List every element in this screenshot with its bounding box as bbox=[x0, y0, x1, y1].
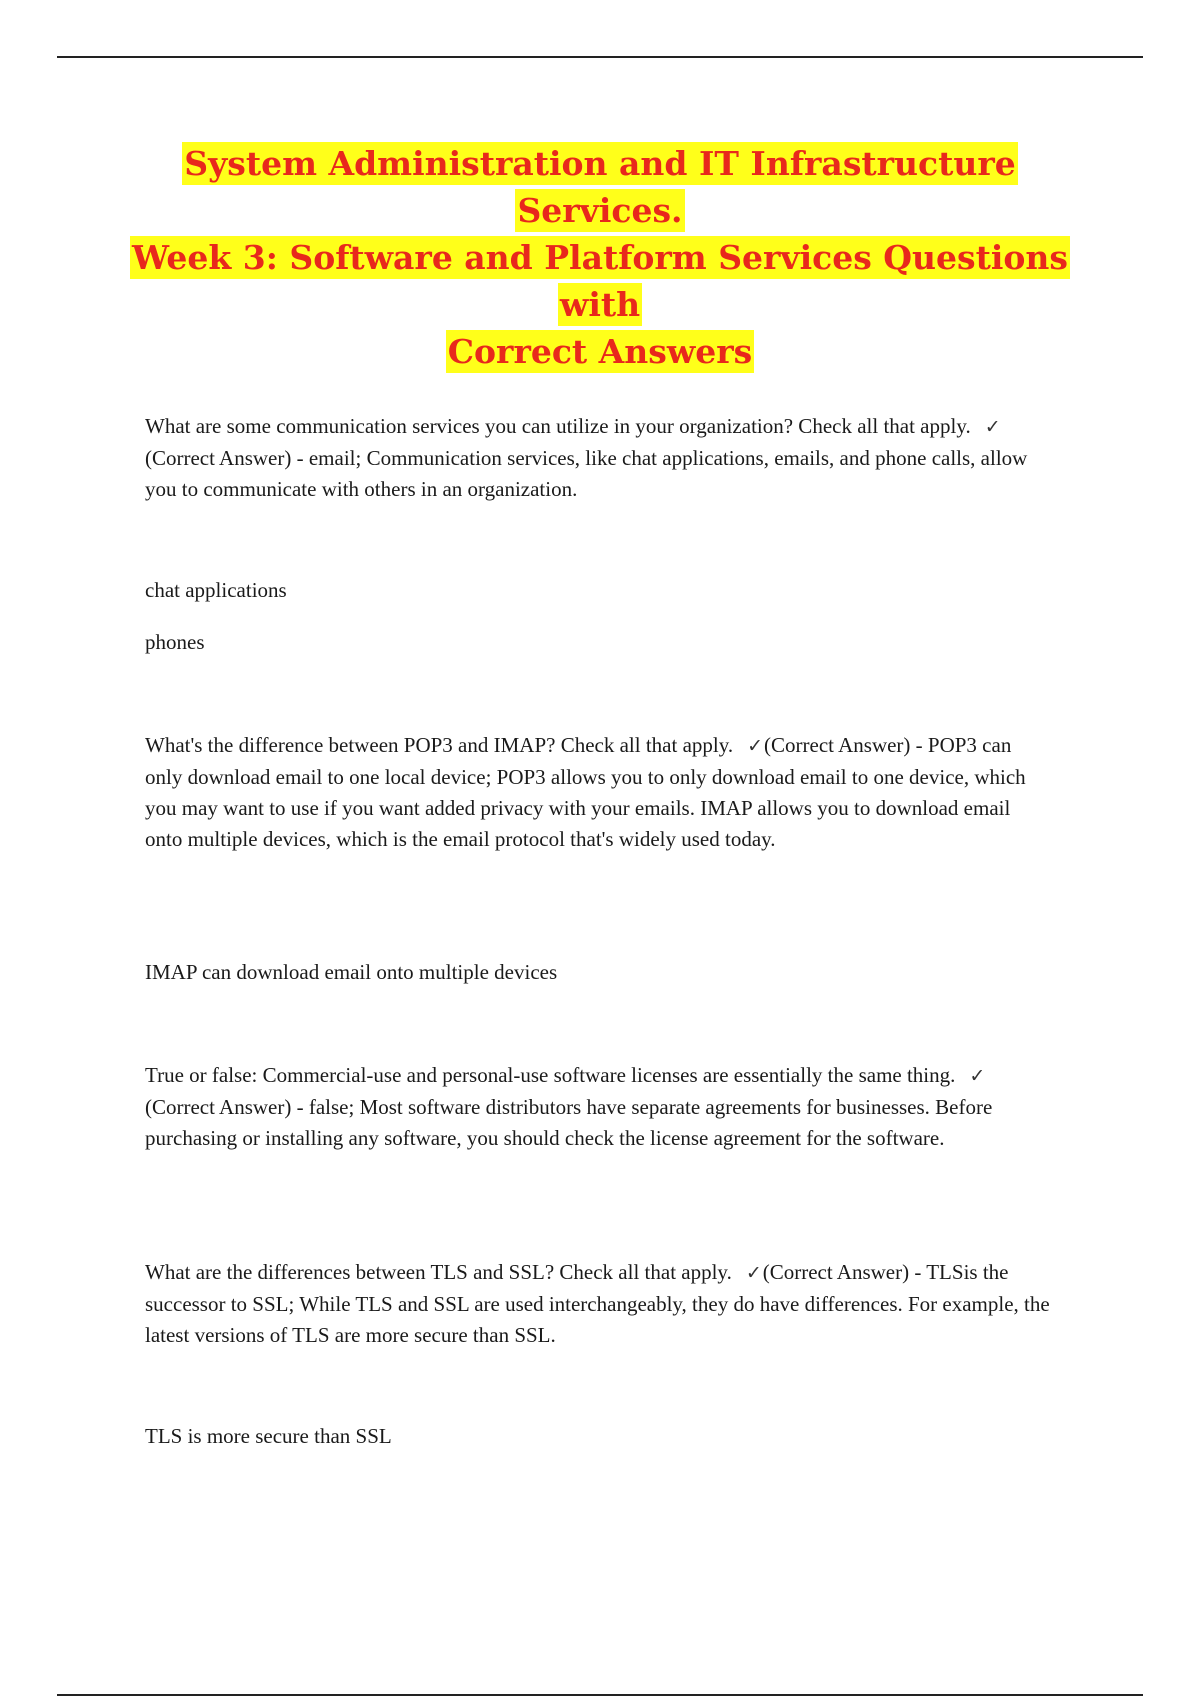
question-3 bbox=[145, 1060, 1050, 1154]
check-mark-icon: ✓ bbox=[745, 1262, 762, 1284]
question-3-text: True or false: Commercial-use and personal-use software licenses are essentially the same thing. bbox=[145, 1063, 956, 1087]
title-line-1: System Administration and IT Infrastructure Services. bbox=[184, 144, 1016, 230]
question-4-text: What are the differences between TLS and SSL? Check all that apply. bbox=[145, 1260, 732, 1284]
check-mark-icon: ✓ bbox=[969, 1065, 986, 1087]
question-1-answer-prefix: (Correct Answer) - bbox=[145, 446, 309, 470]
question-3-answer-prefix: (Correct Answer) - bbox=[145, 1095, 309, 1119]
question-1 bbox=[145, 411, 1050, 505]
bottom-rule bbox=[57, 1694, 1143, 1696]
question-4-answer: TLSis the successor to SSL; While TLS and SSL are used interchangeably, they do have differences. For example, the latest versions of TLS are more secure than SSL. bbox=[145, 1260, 1050, 1347]
title-line-3: Correct Answers bbox=[447, 332, 753, 371]
question-2-answer: POP3 can only download email to one local device; POP3 allows you to only download email to one device, which you may want to use if you want added privacy with your emails. IMAP allows you to download email onto multiple devices, which is the email protocol that's widely used today. bbox=[145, 733, 1026, 851]
top-rule bbox=[57, 56, 1143, 58]
question-4-answer-prefix: (Correct Answer) - bbox=[762, 1260, 927, 1284]
question-1-answer: email; Communication services, like chat applications, emails, and phone calls, allow you to communicate with others in an organization. bbox=[145, 446, 1028, 501]
question-1-option-1: chat applications bbox=[145, 578, 287, 602]
question-4-option-1: TLS is more secure than SSL bbox=[145, 1424, 392, 1448]
title-line-2: Week 3: Software and Platform Services Questions with bbox=[132, 238, 1068, 324]
question-2-answer-prefix: (Correct Answer) - bbox=[764, 733, 928, 757]
check-mark-icon: ✓ bbox=[747, 735, 764, 757]
question-3-answer: false; Most software distributors have separate agreements for businesses. Before purchasing or installing any software, you should check the license agreement for the software. bbox=[145, 1095, 993, 1150]
check-mark-icon: ✓ bbox=[984, 416, 1001, 438]
question-1-text: What are some communication services you can utilize in your organization? Check all that apply. bbox=[145, 414, 971, 438]
question-4 bbox=[145, 1257, 1050, 1351]
document-title bbox=[120, 140, 1080, 375]
question-2-text: What's the difference between POP3 and IMAP? Check all that apply. bbox=[145, 733, 734, 757]
question-1-option-2: phones bbox=[145, 630, 205, 654]
question-2 bbox=[145, 730, 1050, 855]
question-2-option-1: IMAP can download email onto multiple devices bbox=[145, 960, 558, 984]
